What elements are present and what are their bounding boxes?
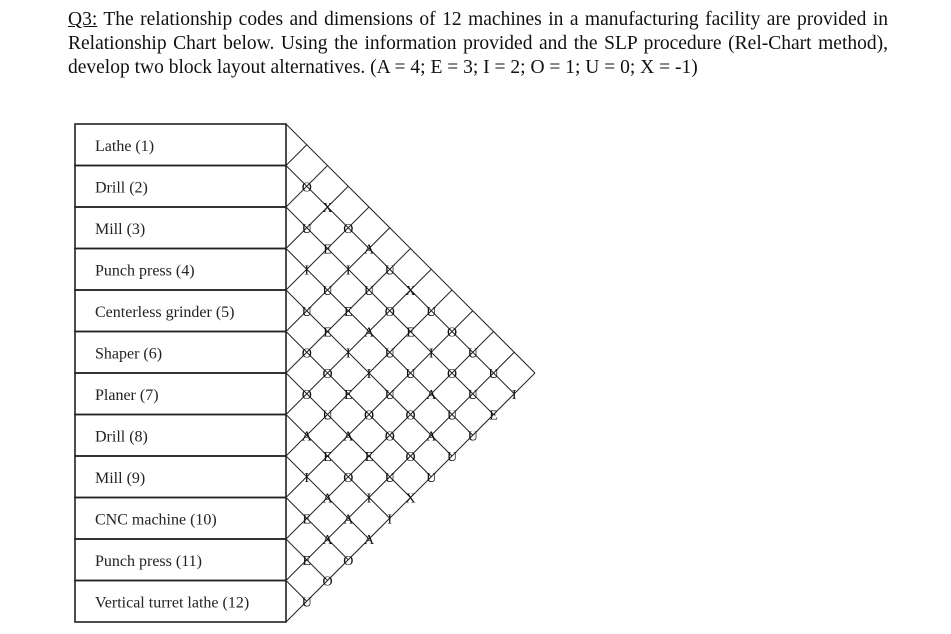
relationship-code: O — [405, 450, 416, 465]
relationship-code: X — [405, 284, 416, 299]
grid-line-up — [286, 186, 348, 248]
relationship-code: A — [343, 512, 354, 528]
relationship-code: U — [322, 284, 333, 299]
relationship-code: U — [467, 346, 478, 362]
relationship-code: U — [446, 450, 458, 465]
relationship-code: A — [363, 242, 375, 258]
relationship-code: O — [343, 470, 354, 486]
relationship-code: U — [405, 367, 416, 382]
grid-line-down — [286, 498, 348, 560]
grid-line-down — [286, 166, 514, 394]
machine-label-column — [75, 124, 286, 622]
relationship-code: O — [384, 429, 395, 445]
relationship-code: O — [343, 553, 354, 569]
relationship-code: E — [323, 450, 332, 465]
relationship-code: E — [323, 325, 332, 341]
relationship-code: U — [384, 387, 395, 403]
grid-line-up — [286, 145, 307, 166]
relationship-code: I — [345, 346, 351, 362]
relationship-code: E — [302, 512, 312, 528]
relationship-code: O — [301, 346, 312, 362]
relationship-code: A — [343, 429, 354, 445]
relationship-code: I — [428, 346, 434, 362]
relationship-code: O — [384, 304, 395, 320]
relationship-code: E — [343, 387, 353, 403]
grid-line-down — [286, 249, 473, 436]
relationship-code: U — [322, 408, 333, 424]
machine-label: Lathe (1) — [95, 137, 155, 155]
relationship-code: U — [426, 470, 437, 486]
relationship-code: O — [446, 325, 458, 341]
relationship-code: O — [301, 387, 312, 403]
relationship-code: I — [387, 512, 393, 528]
relationship-code: I — [366, 491, 372, 507]
relationship-code: U — [301, 221, 312, 237]
question-label: Q3: — [68, 9, 98, 30]
relationship-code: U — [467, 387, 478, 403]
relationship-code: U — [301, 595, 312, 611]
relationship-code: A — [322, 533, 333, 548]
relationship-code: O — [343, 221, 354, 237]
machine-label: Punch press (11) — [95, 552, 202, 570]
relationship-code: O — [446, 367, 458, 382]
relationship-code: O — [322, 367, 333, 382]
machine-label: Mill (3) — [95, 220, 146, 238]
relationship-code: U — [363, 284, 375, 299]
relationship-code: E — [364, 450, 374, 465]
relationship-code: E — [406, 325, 415, 341]
relationship-code: E — [323, 242, 332, 258]
machine-label: Punch press (4) — [95, 262, 195, 280]
relationship-code: U — [488, 367, 499, 382]
machine-label: CNC machine (10) — [95, 511, 217, 529]
machine-label: Centerless grinder (5) — [95, 303, 235, 321]
relationship-code: A — [322, 491, 333, 507]
relationship-code: X — [322, 201, 333, 216]
relationship-code: U — [426, 304, 437, 320]
grid-line-up — [286, 352, 514, 580]
relationship-code: I — [304, 263, 310, 279]
relationship-code: A — [301, 429, 312, 445]
relationship-code: U — [301, 304, 312, 320]
relationship-code: A — [426, 387, 437, 403]
machine-label: Planer (7) — [95, 386, 159, 404]
relationship-code: I — [345, 263, 351, 279]
machine-label: Vertical turret lathe (12) — [95, 594, 250, 612]
machine-label: Shaper (6) — [95, 345, 163, 363]
relationship-code: U — [384, 346, 395, 362]
relationship-code: U — [446, 408, 458, 424]
relationship-code: U — [467, 429, 478, 445]
question-body: The relationship codes and dimensions of 12 machines in a manufacturing facility are provided in Relationship Chart below. Using the information provided and the SLP procedure (Rel-Chart method), develop two block layout alternatives. (A = 4; E = 3; I = 2; O = 1; U = 0; X = -1) — [68, 9, 888, 78]
relationship-code: O — [363, 408, 375, 424]
relationship-code: I — [304, 470, 310, 486]
relationship-code: A — [426, 429, 437, 445]
relationship-code: O — [405, 408, 416, 424]
relationship-code: X — [405, 491, 416, 507]
relationship-code: I — [366, 367, 372, 382]
relationship-code: E — [489, 408, 498, 424]
relationship-code: A — [363, 533, 375, 548]
machine-label: Drill (2) — [95, 179, 148, 197]
relationship-code: U — [384, 263, 395, 279]
grid-line-up — [286, 311, 473, 498]
relationship-code: I — [511, 387, 517, 403]
relationship-code: U — [384, 470, 395, 486]
relationship-code: E — [343, 304, 353, 320]
machine-label: Drill (8) — [95, 428, 148, 446]
relationship-code: A — [363, 325, 375, 341]
relationship-code: O — [322, 574, 333, 590]
relationship-code: E — [302, 553, 312, 569]
machine-label: Mill (9) — [95, 469, 146, 487]
relationship-code: O — [301, 180, 312, 196]
